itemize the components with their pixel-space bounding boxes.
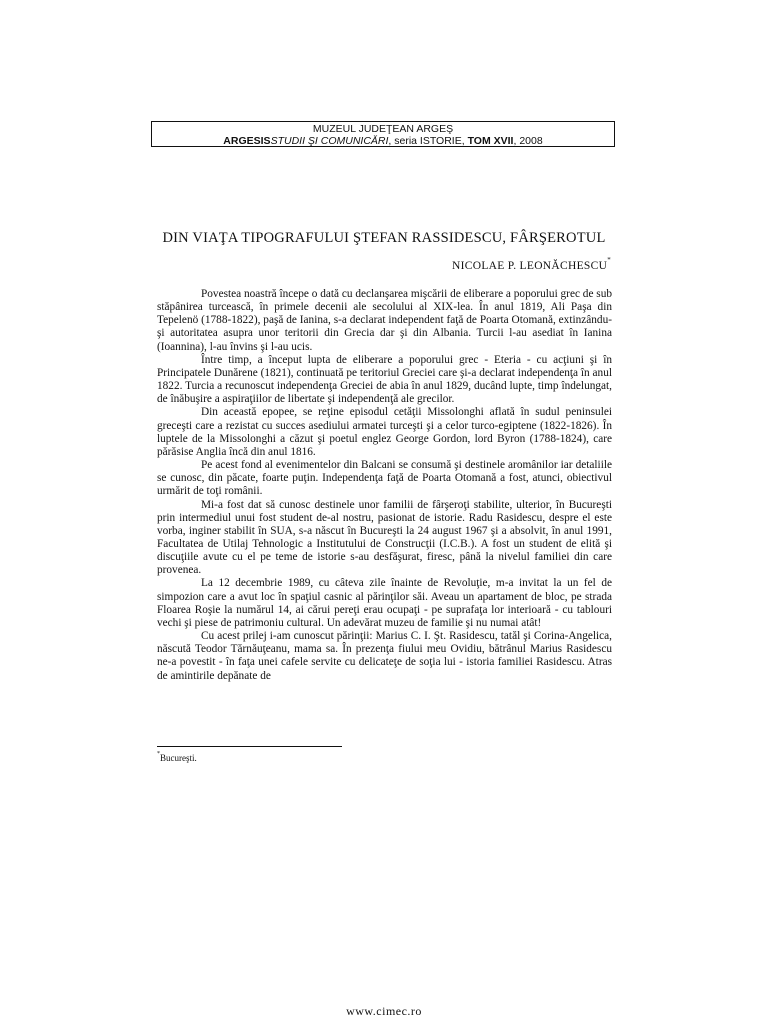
paragraph: Din această epopee, se reţine episodul cetăţii Missolonghi aflată în sudul peninsulei greceşti care a rezistat cu succes asediului armatei turceşti şi a celor turco-egiptene (1822-1826). În luptele de la Missolonghi a căzut şi poetul englez George Gordon, lord Byron (1788-1824), care părăsise Anglia încă din anul 1816. [157, 406, 612, 458]
footer-url: www.cimec.ro [346, 1004, 422, 1018]
journal-line [152, 135, 614, 147]
paragraph: Între timp, a început lupta de eliberare a poporului grec - Eteria - cu acţiuni şi în Principatele Dunărene (1821), continuată pe teritoriul Greciei care şi-a declarat independenţa în anul 1822. Turcia a recunoscut independenţa Greciei de abia în anul 1829, ducând lupte, timp îndelungat, de înăbuşire a aspiraţiilor de libertate şi independenţă ale grecilor. [157, 353, 612, 406]
article-title: DIN VIAŢA TIPOGRAFULUI ŞTEFAN RASSIDESCU, FÂRŞEROTUL [162, 230, 606, 246]
footnote-divider [157, 746, 342, 747]
journal-name: ARGESIS [223, 135, 271, 147]
journal-volume: TOM XVII [467, 135, 514, 147]
journal-year: , 2008 [513, 135, 543, 147]
author-footnote-mark: * [607, 256, 611, 264]
author-name: NICOLAE P. LEONĂCHESCU [452, 259, 608, 272]
paragraph: Pe acest fond al evenimentelor din Balcani se consumă şi destinele aromânilor iar detaliile se cunosc, din păcate, foarte puţin. Independenţa faţă de Poarta Otomană a fost, atunci, obiectivul urmărit de toţi românii. [157, 459, 612, 498]
journal-subtitle: STUDII ŞI COMUNICĂRI [270, 135, 389, 147]
paragraph: Cu acest prilej i-am cunoscut părinţii: Marius C. I. Şt. Rasidescu, tatăl şi Corina-Angelica, născută Teodor Tărnăuţeanu, mama sa. În prezenţa fiului meu Ovidiu, bătrânul Marius Rasidescu ne-a povestit - în faţa unei cafele servite cu delicateţe de soţia lui - istoria familiei Rasidescu. Atras de amintirile depănate de [157, 630, 612, 682]
article-author [452, 258, 611, 272]
journal-header-box [151, 121, 615, 147]
paragraph: La 12 decembrie 1989, cu câteva zile înainte de Revoluţie, m-a invitat la un fel de simpozion care a avut loc în spaţiul casnic al părinţilor săi. Aveau un apartament de bloc, pe strada Floarea Roşie la numărul 14, ai cărui pereţi erau ocupaţi - pe suprafaţa lor interioară - cu tablouri vechi şi piese de patrimoniu cultural. Un adevărat muzeu de familie şi nu numai atât! [157, 577, 612, 629]
paragraph: Povestea noastră începe o dată cu declanşarea mişcării de eliberare a poporului grec de sub stăpânirea turcească, în primele decenii ale secolului al XIX-lea. În anul 1819, Ali Paşa din Tepelenö (1788-1822), paşă de Ianina, s-a declarat independent faţă de Poarta Otomană, extinzându-şi autoritatea asupra unor teritorii din Grecia dar şi din Albania. Turcii l-au asediat în Ianina (Ioannina), l-au învins şi l-au ucis. [157, 288, 612, 353]
museum-name: MUZEUL JUDEŢEAN ARGEŞ [312, 123, 454, 135]
footnote-text: Bucureşti. [160, 753, 197, 763]
article-body [157, 288, 612, 683]
paragraph: Mi-a fost dat să cunosc destinele unor familii de fârşeroţi stabilite, ulterior, în Bucureşti prin intermediul unui fost student de-al nostru, pasionat de istorie. Radu Rasidescu, despre el este vorba, inginer stabilit în SUA, s-a născut în Bucureşti la 24 august 1967 şi a absolvit, în anul 1991, Facultatea de Utilaj Tehnologic a Institutului de Construcţii (I.C.B.). A fost un student de elită şi discuţiile avute cu el pe teme de istorie s-au desfăşurat, firesc, până la nivelul familiei din care provenea. [157, 498, 612, 577]
journal-series: , seria ISTORIE, [388, 135, 468, 147]
footnote [157, 753, 197, 763]
footnote-mark: * [157, 751, 160, 757]
